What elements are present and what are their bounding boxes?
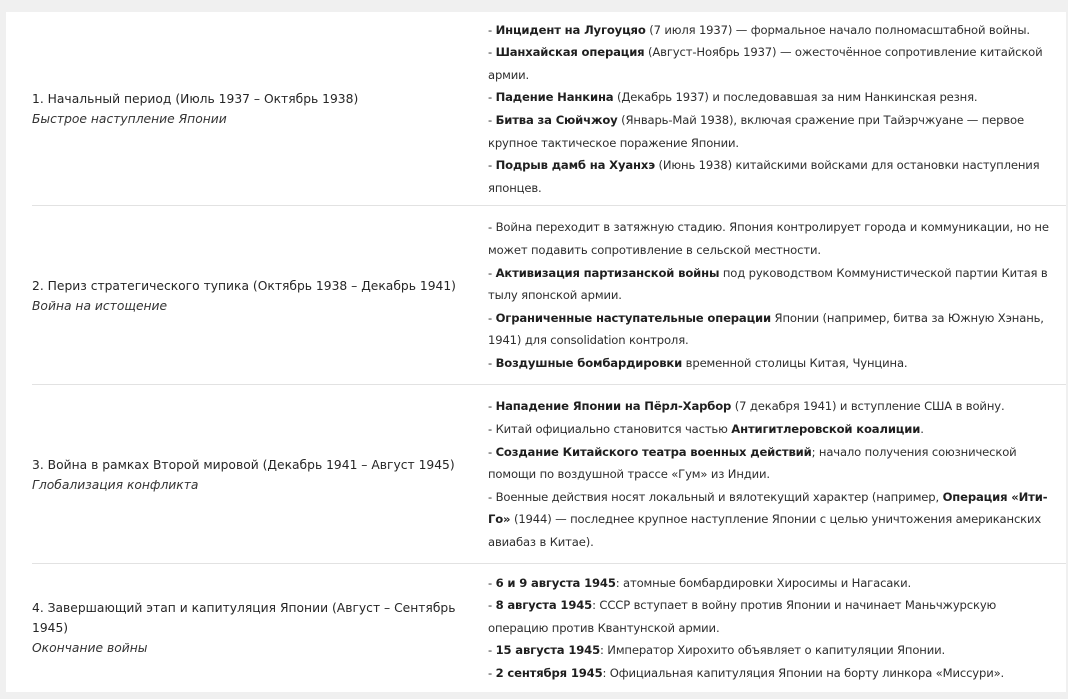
- event-text: -: [488, 113, 496, 127]
- period-cell: [32, 564, 488, 692]
- event-item: [488, 486, 1052, 554]
- events-cell: [488, 206, 1066, 385]
- event-text: временной столицы Китая, Чунцина.: [682, 355, 908, 370]
- event-text: (Июнь 1938) китайскими войсками для остановки наступления японцев.: [488, 158, 1040, 195]
- event-text: -: [488, 265, 496, 280]
- event-item: [488, 19, 1052, 42]
- event-text: -: [488, 310, 496, 325]
- event-item: [488, 41, 1052, 86]
- period-subtitle: Глобализация конфликта: [32, 477, 199, 492]
- event-text: (Декабрь 1937) и последовавшая за ним Нанкинская резня.: [613, 90, 978, 105]
- table-row: [32, 12, 1066, 206]
- event-item: [488, 639, 1052, 662]
- event-text: - Китай официально становится частью: [488, 422, 732, 437]
- event-highlight: 2 сентября 1945: [495, 665, 603, 680]
- event-highlight: Нападение Японии на Пёрл-Харбор: [495, 399, 732, 414]
- event-item: [488, 594, 1052, 639]
- event-item: [488, 262, 1052, 307]
- event-highlight: 15 августа 1945: [495, 643, 600, 658]
- event-text: -: [488, 575, 496, 590]
- event-text: -: [488, 90, 496, 105]
- event-text: Японии (например, битва за Южную Хэнань, 1941) для consolidation контроля.: [488, 310, 1044, 348]
- event-text: (Январь-Май 1938), включая сражение при Тайэрчжуане — первое крупное тактическое поражение Японии.: [488, 113, 1024, 150]
- event-text: (Август-Ноябрь 1937) — ожесточённое сопротивление китайской армии.: [488, 45, 1043, 82]
- event-highlight: Активизация партизанской войны: [495, 265, 720, 280]
- event-text: ; начало получения союзнической помощи по воздушной трассе «Гум» из Индии.: [488, 444, 1017, 482]
- event-text: -: [488, 22, 496, 37]
- events-cell: [488, 564, 1066, 692]
- period-title: 4. Завершающий этап и капитуляция Японии (Август – Сентябрь 1945): [32, 601, 456, 635]
- event-highlight: Падение Нанкина: [495, 90, 614, 105]
- event-text: : Император Хирохито объявляет о капитуляции Японии.: [600, 643, 946, 658]
- event-item: [488, 572, 1052, 595]
- event-text: -: [488, 598, 496, 613]
- event-item: [488, 86, 1052, 109]
- event-text: (1944) — последнее крупное наступление Японии с целью уничтожения американских авиабаз в Китае).: [488, 512, 1042, 549]
- event-text: -: [488, 45, 496, 60]
- period-subtitle: Окончание войны: [32, 641, 148, 655]
- event-text: - Война переходит в затяжную стадию. Япония контролирует города и коммуникации, но не может подавить сопротивление в сельской местности.: [488, 220, 1049, 258]
- event-highlight: Ограниченные наступательные операции: [495, 310, 771, 325]
- event-item: [488, 418, 1052, 441]
- period-title: 3. Война в рамках Второй мировой (Декабрь 1941 – Август 1945): [32, 457, 455, 472]
- period-subtitle: Быстрое наступление Японии: [32, 112, 227, 126]
- event-item: [488, 154, 1052, 199]
- event-text: -: [488, 355, 496, 370]
- event-highlight: Битва за Сюйчжоу: [495, 113, 618, 127]
- event-highlight: Антигитлеровской коалиции: [731, 422, 921, 437]
- event-text: -: [488, 158, 496, 173]
- event-text: (7 июля 1937) — формальное начало полномасштабной войны.: [645, 22, 1030, 37]
- event-item: [488, 307, 1052, 352]
- event-highlight: Операция «Ити-Го»: [488, 489, 1048, 527]
- period-subtitle: Война на истощение: [32, 298, 168, 313]
- event-item: [488, 216, 1052, 261]
- event-item: [488, 441, 1052, 486]
- period-cell: [32, 385, 488, 564]
- event-text: -: [488, 399, 496, 414]
- event-item: [488, 662, 1052, 685]
- event-text: - Военные действия носят локальный и вялотекущий характер (например,: [488, 489, 943, 504]
- event-highlight: Создание Китайского театра военных действий: [495, 444, 812, 459]
- event-item: [488, 109, 1052, 154]
- event-highlight: Воздушные бомбардировки: [495, 355, 683, 370]
- event-text: -: [488, 665, 496, 680]
- table-row: [32, 206, 1066, 385]
- event-text: : атомные бомбардировки Хиросимы и Нагасаки.: [615, 575, 912, 590]
- event-text: : Официальная капитуляция Японии на борту линкора «Миссури».: [602, 665, 1005, 680]
- table-row: [32, 385, 1066, 564]
- event-highlight: 8 августа 1945: [495, 598, 593, 613]
- period-title: 2. Периз стратегического тупика (Октябрь 1938 – Декабрь 1941): [32, 278, 456, 293]
- events-cell: [488, 385, 1066, 564]
- event-item: [488, 395, 1052, 418]
- event-highlight: 6 и 9 августа 1945: [495, 575, 616, 590]
- event-item: [488, 352, 1052, 375]
- table-row: [32, 564, 1066, 692]
- event-text: -: [488, 643, 496, 658]
- events-cell: [488, 12, 1066, 206]
- event-text: (7 декабря 1941) и вступление США в войну.: [731, 399, 1005, 414]
- period-cell: [32, 206, 488, 385]
- event-text: : СССР вступает в войну против Японии и начинает Маньчжурскую операцию против Квантунской армии.: [488, 598, 997, 635]
- timeline-table: [6, 12, 1066, 692]
- event-text: .: [920, 422, 924, 437]
- event-highlight: Инцидент на Лугоуцяо: [495, 22, 646, 37]
- event-highlight: Подрыв дамб на Хуанхэ: [495, 158, 655, 173]
- event-highlight: Шанхайская операция: [495, 45, 645, 60]
- period-title: 1. Начальный период (Июль 1937 – Октябрь 1938): [32, 92, 359, 106]
- period-cell: [32, 12, 488, 206]
- event-text: -: [488, 444, 496, 459]
- event-text: под руководством Коммунистической партии Китая в тылу японской армии.: [488, 265, 1048, 303]
